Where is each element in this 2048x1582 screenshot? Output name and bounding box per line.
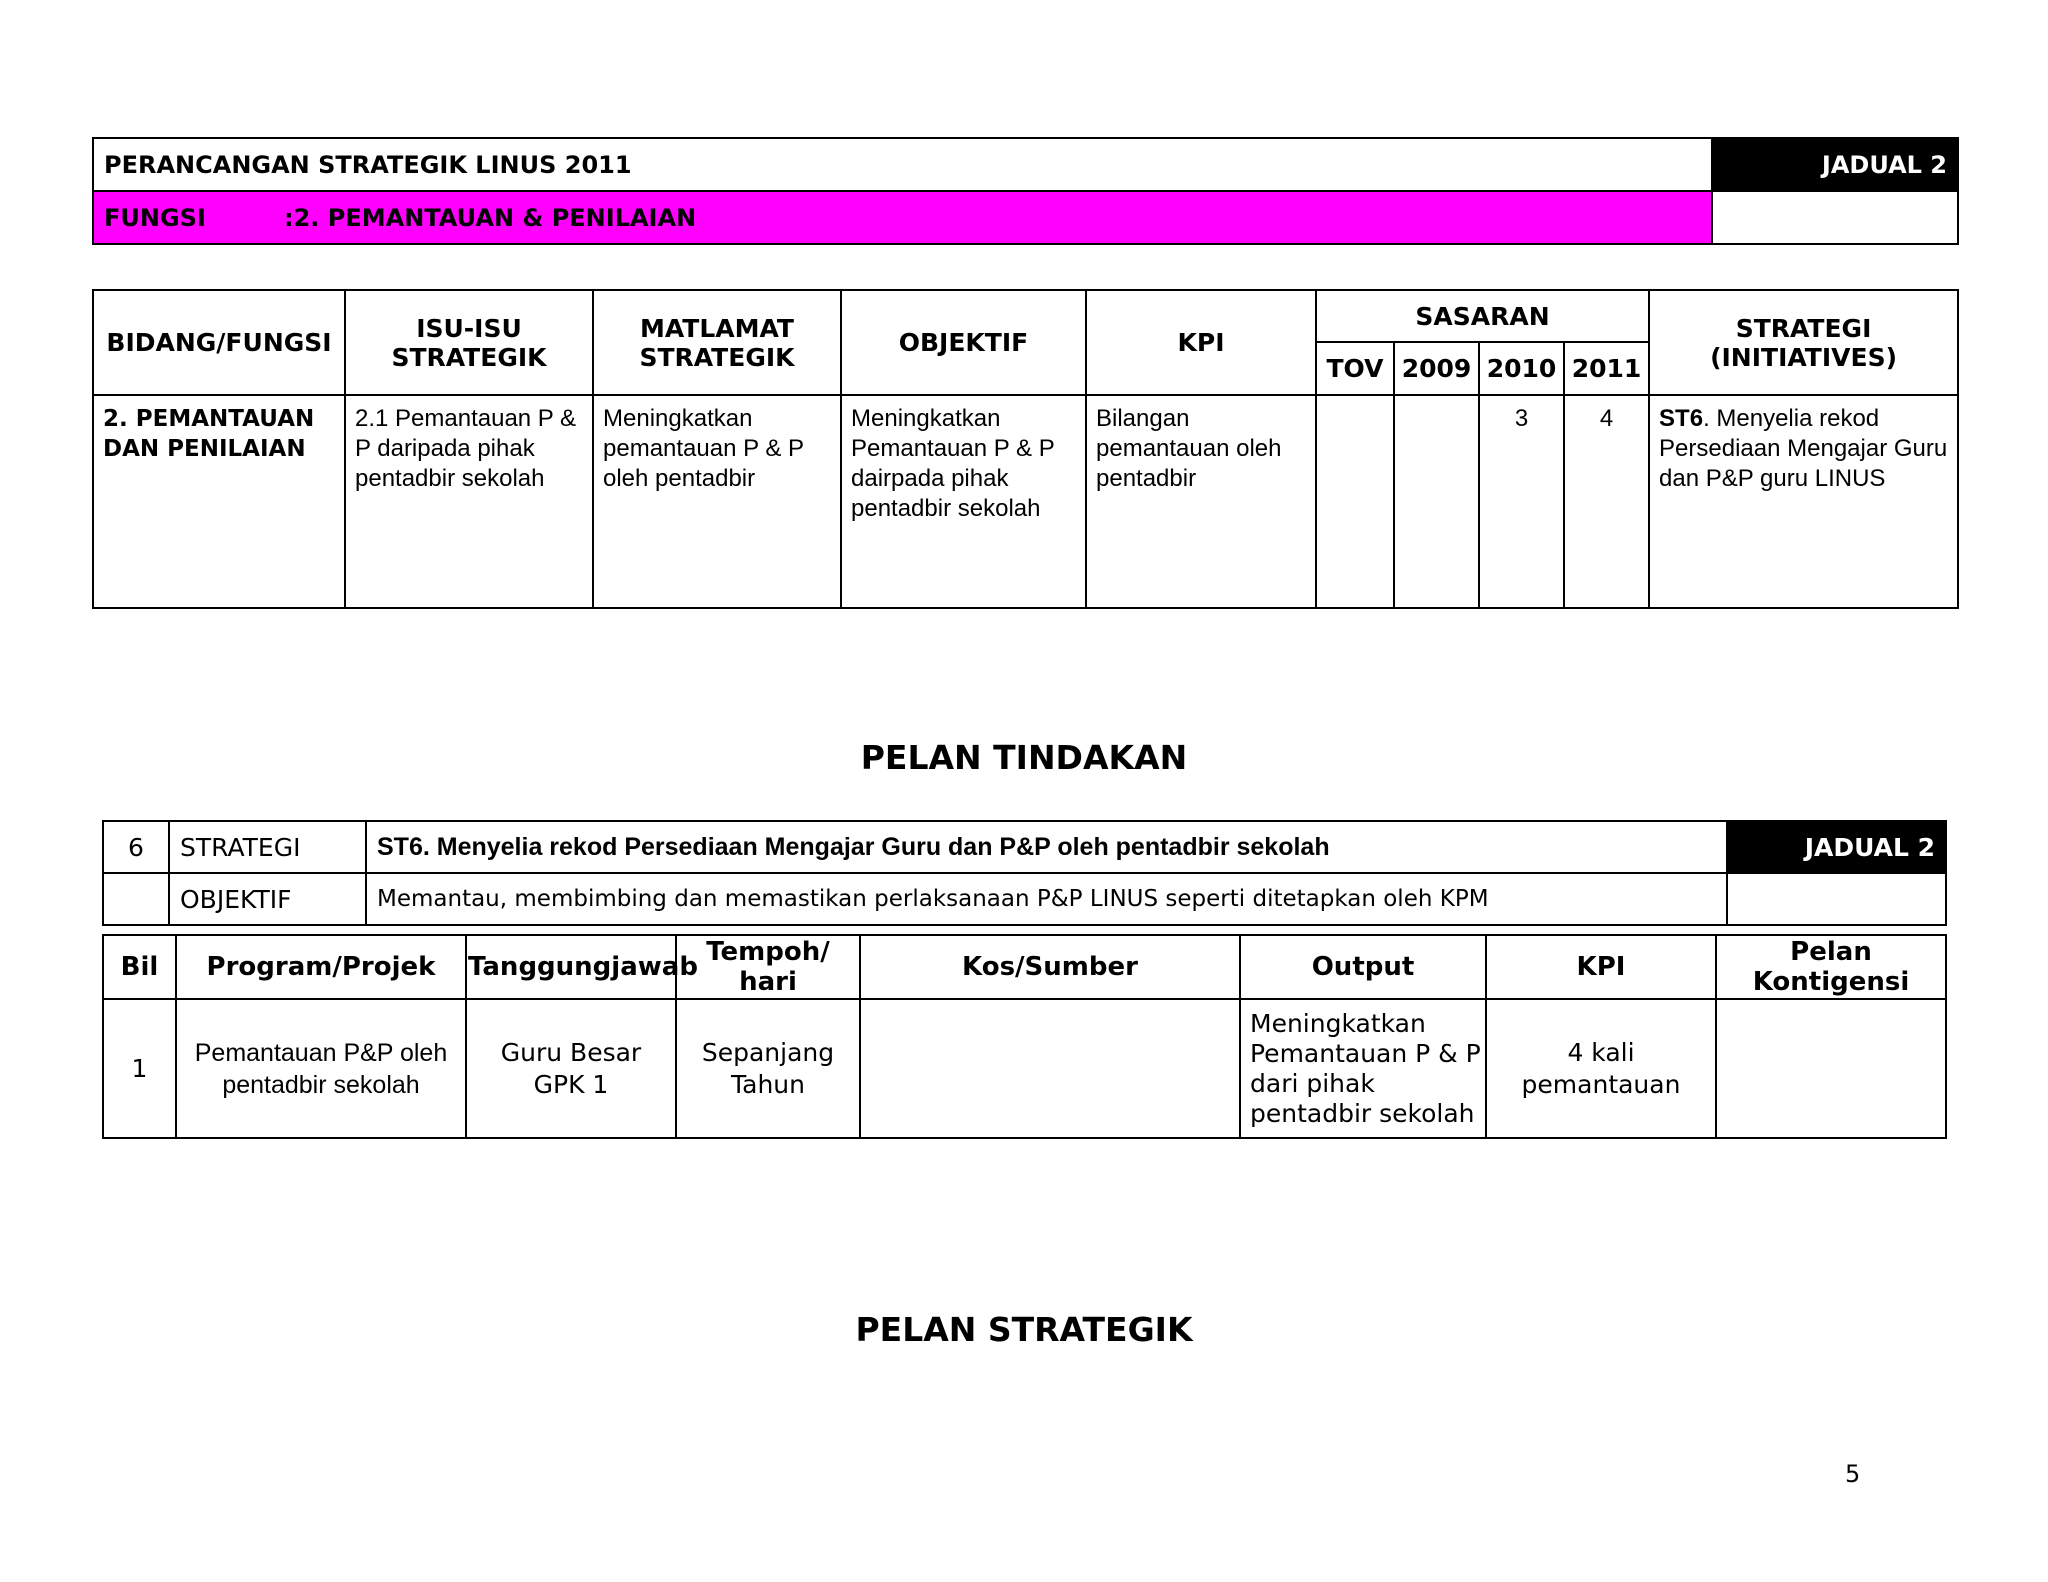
tanggungjawab-line-1: Guru Besar bbox=[500, 1037, 642, 1067]
header-matlamat: MATLAMAT STRATEGIK bbox=[593, 290, 841, 395]
cell-kpi: Bilangan pemantauan oleh pentadbir bbox=[1086, 395, 1316, 608]
cell-tempoh: Sepanjang Tahun bbox=[676, 999, 860, 1138]
objektif-label: OBJEKTIF bbox=[169, 873, 366, 925]
header-2011: 2011 bbox=[1564, 342, 1649, 395]
strategi-label: STRATEGI bbox=[169, 821, 366, 873]
cell-objektif: Meningkatkan Pemantauan P & P dairpada pihak pentadbir sekolah bbox=[841, 395, 1086, 608]
header-2009: 2009 bbox=[1394, 342, 1479, 395]
cell-kontigensi bbox=[1716, 999, 1946, 1138]
document-title: PERANCANGAN STRATEGIK LINUS 2011 bbox=[93, 138, 1712, 191]
header-objektif: OBJEKTIF bbox=[841, 290, 1086, 395]
header-bidang: BIDANG/FUNGSI bbox=[93, 290, 345, 395]
header-sasaran: SASARAN bbox=[1316, 290, 1649, 342]
strategi-text: . Menyelia rekod Persediaan Mengajar Guru dan P&P guru LINUS bbox=[1659, 405, 1948, 492]
header-tempoh: Tempoh/ hari bbox=[676, 935, 860, 999]
header-kos: Kos/Sumber bbox=[860, 935, 1240, 999]
empty-cell bbox=[1727, 873, 1946, 925]
table-row bbox=[103, 999, 1946, 1138]
cell-2009 bbox=[1394, 395, 1479, 608]
strategi-value: ST6. Menyelia rekod Persediaan Mengajar Guru dan P&P oleh pentadbir sekolah bbox=[366, 821, 1727, 873]
strategic-table bbox=[92, 289, 1959, 609]
header-tov: TOV bbox=[1316, 342, 1394, 395]
header-bil: Bil bbox=[103, 935, 176, 999]
header-tanggungjawab: Tanggungjawab bbox=[466, 935, 676, 999]
cell-kos bbox=[860, 999, 1240, 1138]
cell-2010: 3 bbox=[1479, 395, 1564, 608]
header-strategi: STRATEGI (INITIATIVES) bbox=[1649, 290, 1958, 395]
empty-cell bbox=[103, 873, 169, 925]
header-isu: ISU-ISU STRATEGIK bbox=[345, 290, 593, 395]
header-kontigensi: Pelan Kontigensi bbox=[1716, 935, 1946, 999]
page-number: 5 bbox=[1845, 1460, 1861, 1488]
empty-cell bbox=[1712, 191, 1958, 244]
header-output: Output bbox=[1240, 935, 1486, 999]
tanggungjawab-line-2: GPK 1 bbox=[533, 1069, 609, 1099]
pelan-strategik-heading: PELAN STRATEGIK bbox=[855, 1310, 1193, 1349]
pelan-tindakan-heading: PELAN TINDAKAN bbox=[860, 738, 1188, 777]
cell-2011: 4 bbox=[1564, 395, 1649, 608]
fungsi-row bbox=[93, 191, 1712, 244]
strategy-box bbox=[102, 820, 1947, 926]
cell-output: Meningkatkan Pemantauan P & P dari pihak pentadbir sekolah bbox=[1240, 999, 1486, 1138]
cell-bil: 1 bbox=[103, 999, 176, 1138]
strategy-number: 6 bbox=[103, 821, 169, 873]
cell-bidang: 2. PEMANTAUAN DAN PENILAIAN bbox=[93, 395, 345, 608]
cell-matlamat: Meningkatkan pemantauan P & P oleh pentadbir bbox=[593, 395, 841, 608]
header-kpi: KPI bbox=[1486, 935, 1716, 999]
fungsi-label: FUNGSI bbox=[104, 203, 206, 232]
cell-tov bbox=[1316, 395, 1394, 608]
cell-kpi: 4 kali pemantauan bbox=[1486, 999, 1716, 1138]
cell-tanggungjawab bbox=[466, 999, 676, 1138]
action-plan-table bbox=[102, 934, 1947, 1139]
objektif-value: Memantau, membimbing dan memastikan perlaksanaan P&P LINUS seperti ditetapkan oleh KPM bbox=[366, 873, 1727, 925]
strategi-code: ST6 bbox=[1659, 405, 1704, 432]
jadual-badge-2: JADUAL 2 bbox=[1727, 821, 1946, 873]
header-program: Program/Projek bbox=[176, 935, 466, 999]
fungsi-value: :2. PEMANTAUAN & PENILAIAN bbox=[284, 203, 697, 232]
header-2010: 2010 bbox=[1479, 342, 1564, 395]
jadual-badge: JADUAL 2 bbox=[1712, 138, 1958, 191]
cell-strategi bbox=[1649, 395, 1958, 608]
cell-program: Pemantauan P&P oleh pentadbir sekolah bbox=[176, 999, 466, 1138]
header-table bbox=[92, 137, 1959, 245]
header-kpi: KPI bbox=[1086, 290, 1316, 395]
cell-isu: 2.1 Pemantauan P & P daripada pihak pentadbir sekolah bbox=[345, 395, 593, 608]
